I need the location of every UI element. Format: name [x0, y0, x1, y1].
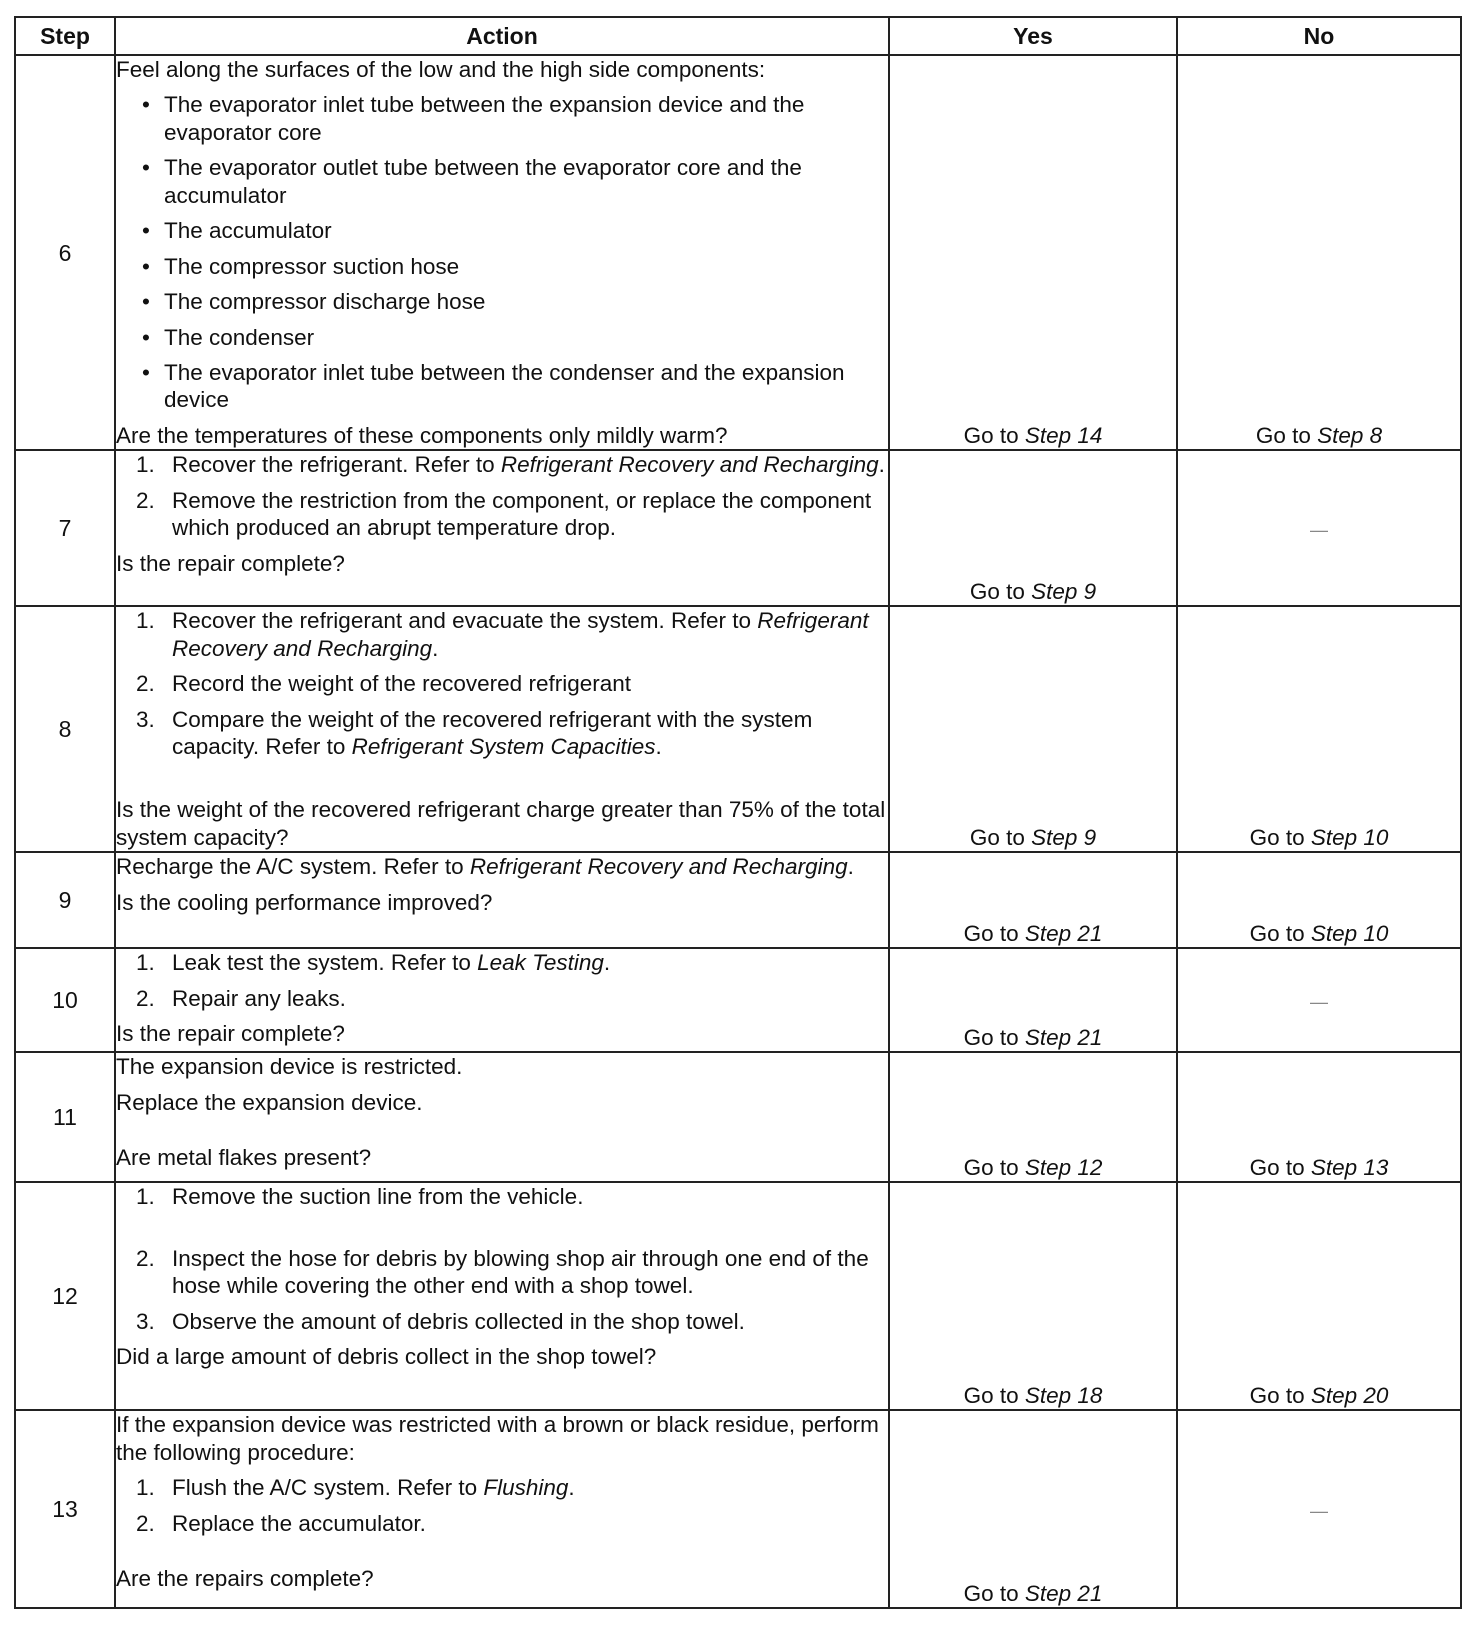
yes-step-link[interactable]: Step 12: [1024, 1154, 1103, 1180]
item-number: 1.: [136, 1184, 155, 1210]
yes-step-link[interactable]: Step 9: [1031, 578, 1097, 604]
item-text: Remove the restriction from the component, or replace the component which produced an abrupt temperature drop.: [172, 487, 872, 541]
reference-link[interactable]: Refrigerant System Capacities: [351, 734, 656, 759]
item-text: Flush the A/C system. Refer to: [172, 1475, 484, 1501]
item-number: 2.: [136, 1245, 155, 1271]
step-number: 8: [15, 606, 115, 852]
item-number: 3.: [136, 1308, 155, 1334]
yes-step-link[interactable]: Step 21: [1024, 920, 1103, 946]
no-cell: [1177, 1182, 1461, 1410]
item-number: 1.: [136, 608, 155, 634]
step-number: 11: [15, 1052, 115, 1182]
yes-cell: [889, 450, 1177, 606]
yes-step-link[interactable]: Step 21: [1024, 1024, 1103, 1050]
item-text: Inspect the hose for debris by blowing shop air through one end of the hose while covering the other end with a shop towel.: [172, 1245, 869, 1299]
item-number: 2.: [136, 985, 155, 1011]
no-prefix: Go to: [1249, 824, 1311, 850]
action-cell: [115, 852, 889, 948]
list-item: • The evaporator outlet tube between the evaporator core and the accumulator: [140, 154, 888, 209]
reference-link[interactable]: Refrigerant Recovery and Recharging: [469, 854, 848, 880]
action-cell: [115, 450, 889, 606]
no-prefix: Go to: [1255, 422, 1318, 448]
table-row-step-8: [15, 606, 1461, 852]
step-number: 13: [15, 1410, 115, 1608]
no-prefix: Go to: [1249, 1382, 1311, 1408]
list-item: [136, 985, 888, 1012]
list-item: • The evaporator inlet tube between the condenser and the expansion device: [140, 359, 888, 414]
diagnostic-table: [14, 16, 1462, 1609]
yes-cell: [889, 1182, 1177, 1410]
list-item: [136, 1510, 888, 1537]
action-line: The expansion device is restricted.: [116, 1054, 463, 1080]
no-prefix: Go to: [1249, 1154, 1311, 1180]
action-question: Did a large amount of debris collect in the shop towel?: [116, 1344, 657, 1370]
no-step-link[interactable]: Step 8: [1317, 422, 1383, 448]
item-text: Remove the suction line from the vehicle.: [172, 1184, 584, 1210]
header-no: No: [1177, 17, 1461, 55]
item-end: .: [603, 950, 611, 976]
action-text-end: .: [847, 854, 854, 880]
yes-step-link[interactable]: Step 21: [1024, 1580, 1103, 1606]
no-cell: [1177, 450, 1461, 606]
item-number: 2.: [136, 671, 155, 697]
list-item: [136, 451, 888, 478]
yes-prefix: Go to: [963, 920, 1025, 946]
yes-prefix: Go to: [963, 422, 1025, 448]
yes-step-link[interactable]: Step 9: [1031, 824, 1097, 850]
list-item: • The compressor suction hose: [140, 253, 888, 280]
no-prefix: Go to: [1249, 920, 1311, 946]
action-question: Is the cooling performance improved?: [116, 889, 493, 915]
reference-link[interactable]: Flushing: [483, 1475, 569, 1501]
no-cell: [1177, 852, 1461, 948]
header-row: [15, 17, 1461, 55]
list-item: [136, 1308, 888, 1335]
list-item: • The condenser: [140, 324, 888, 351]
action-intro: Feel along the surfaces of the low and the high side components:: [116, 57, 766, 82]
table-row-step-13: [15, 1410, 1461, 1608]
item-end: .: [568, 1475, 575, 1501]
no-dash: —: [1310, 519, 1328, 540]
action-question: Is the repair complete?: [116, 1021, 345, 1047]
yes-step-link[interactable]: Step 14: [1024, 422, 1103, 448]
item-number: 1.: [136, 1475, 155, 1501]
bullet-list: [116, 91, 888, 413]
item-text: Recover the refrigerant. Refer to: [172, 452, 501, 478]
item-text: Leak test the system. Refer to: [172, 950, 478, 976]
item-number: 1.: [136, 950, 155, 976]
item-text: Record the weight of the recovered refrigerant: [172, 671, 631, 697]
list-item: [136, 706, 888, 761]
no-cell: [1177, 1052, 1461, 1182]
numbered-list: [116, 1474, 888, 1537]
yes-cell: [889, 1410, 1177, 1608]
action-question: Are the repairs complete?: [116, 1566, 374, 1592]
reference-link[interactable]: Refrigerant Recovery and Recharging: [500, 452, 879, 478]
action-text: [116, 853, 888, 880]
reference-link[interactable]: Leak Testing: [477, 950, 604, 976]
yes-cell: [889, 948, 1177, 1052]
header-yes: Yes: [889, 17, 1177, 55]
item-text: Recover the refrigerant and evacuate the system. Refer to: [172, 608, 758, 634]
yes-prefix: Go to: [963, 1382, 1025, 1408]
list-item: [136, 1474, 888, 1501]
step-number: 9: [15, 852, 115, 948]
yes-cell: [889, 1052, 1177, 1182]
action-question: Are metal flakes present?: [116, 1145, 372, 1171]
table-row-step-10: [15, 948, 1461, 1052]
header-action: Action: [115, 17, 889, 55]
no-step-link[interactable]: Step 20: [1310, 1382, 1389, 1408]
table-row-step-6: [15, 55, 1461, 450]
step-number: 6: [15, 55, 115, 450]
list-item: [136, 487, 888, 542]
no-step-link[interactable]: Step 10: [1310, 920, 1389, 946]
numbered-list: [116, 949, 888, 1012]
action-intro: If the expansion device was restricted with a brown or black residue, perform the following procedure:: [116, 1412, 879, 1465]
table-row-step-9: [15, 852, 1461, 948]
item-end: .: [655, 734, 662, 759]
yes-prefix: Go to: [963, 1580, 1025, 1606]
step-number: 12: [15, 1182, 115, 1410]
item-text: Compare the weight of the recovered refrigerant with the system capacity. Refer to: [172, 706, 813, 759]
action-line: Replace the expansion device.: [116, 1089, 423, 1115]
list-item: • The evaporator inlet tube between the expansion device and the evaporator core: [140, 91, 888, 146]
no-step-link[interactable]: Step 13: [1310, 1154, 1389, 1180]
yes-cell: [889, 55, 1177, 450]
numbered-list: [116, 1183, 888, 1335]
no-cell: [1177, 1410, 1461, 1608]
yes-prefix: Go to: [969, 578, 1032, 604]
action-question: Are the temperatures of these components only mildly warm?: [116, 422, 728, 448]
yes-prefix: Go to: [969, 824, 1032, 850]
list-item: • The compressor discharge hose: [140, 288, 888, 315]
yes-cell: [889, 852, 1177, 948]
no-cell: [1177, 948, 1461, 1052]
no-dash: —: [1310, 991, 1328, 1012]
list-item: [136, 670, 888, 697]
list-item: • The accumulator: [140, 217, 888, 244]
item-number: 2.: [136, 1510, 155, 1536]
yes-step-link[interactable]: Step 18: [1024, 1382, 1103, 1408]
yes-cell: [889, 606, 1177, 852]
step-number: 7: [15, 450, 115, 606]
item-text: Replace the accumulator.: [172, 1510, 426, 1536]
action-cell: [115, 606, 889, 852]
item-text: Observe the amount of debris collected in the shop towel.: [172, 1308, 745, 1334]
item-number: 2.: [136, 487, 155, 513]
list-item: [136, 949, 888, 976]
no-dash: —: [1310, 1500, 1328, 1521]
table-row-step-7: [15, 450, 1461, 606]
yes-prefix: Go to: [963, 1154, 1025, 1180]
action-cell: [115, 1410, 889, 1608]
action-cell: [115, 55, 889, 450]
step-number: 10: [15, 948, 115, 1052]
action-question: Is the weight of the recovered refrigerant charge greater than 75% of the total system capacity?: [116, 797, 886, 850]
action-cell: [115, 948, 889, 1052]
table-row-step-12: [15, 1182, 1461, 1410]
no-cell: [1177, 606, 1461, 852]
numbered-list: [116, 451, 888, 541]
numbered-list: [116, 607, 888, 760]
item-number: 3.: [136, 706, 155, 732]
list-item: [136, 1183, 888, 1210]
action-cell: [115, 1052, 889, 1182]
item-text: Repair any leaks.: [172, 985, 346, 1011]
action-question: Is the repair complete?: [116, 550, 345, 576]
reference-link[interactable]: Refrigerant Recovery and Recharging: [172, 608, 869, 661]
item-end: .: [432, 635, 439, 661]
list-item: [136, 607, 888, 662]
yes-prefix: Go to: [963, 1024, 1025, 1050]
no-step-link[interactable]: Step 10: [1310, 824, 1389, 850]
item-end: .: [878, 452, 885, 478]
action-text-body: Recharge the A/C system. Refer to: [116, 854, 470, 880]
table-row-step-11: [15, 1052, 1461, 1182]
no-cell: [1177, 55, 1461, 450]
item-number: 1.: [136, 452, 155, 478]
list-item: [136, 1245, 888, 1300]
header-step: Step: [15, 17, 115, 55]
action-cell: [115, 1182, 889, 1410]
